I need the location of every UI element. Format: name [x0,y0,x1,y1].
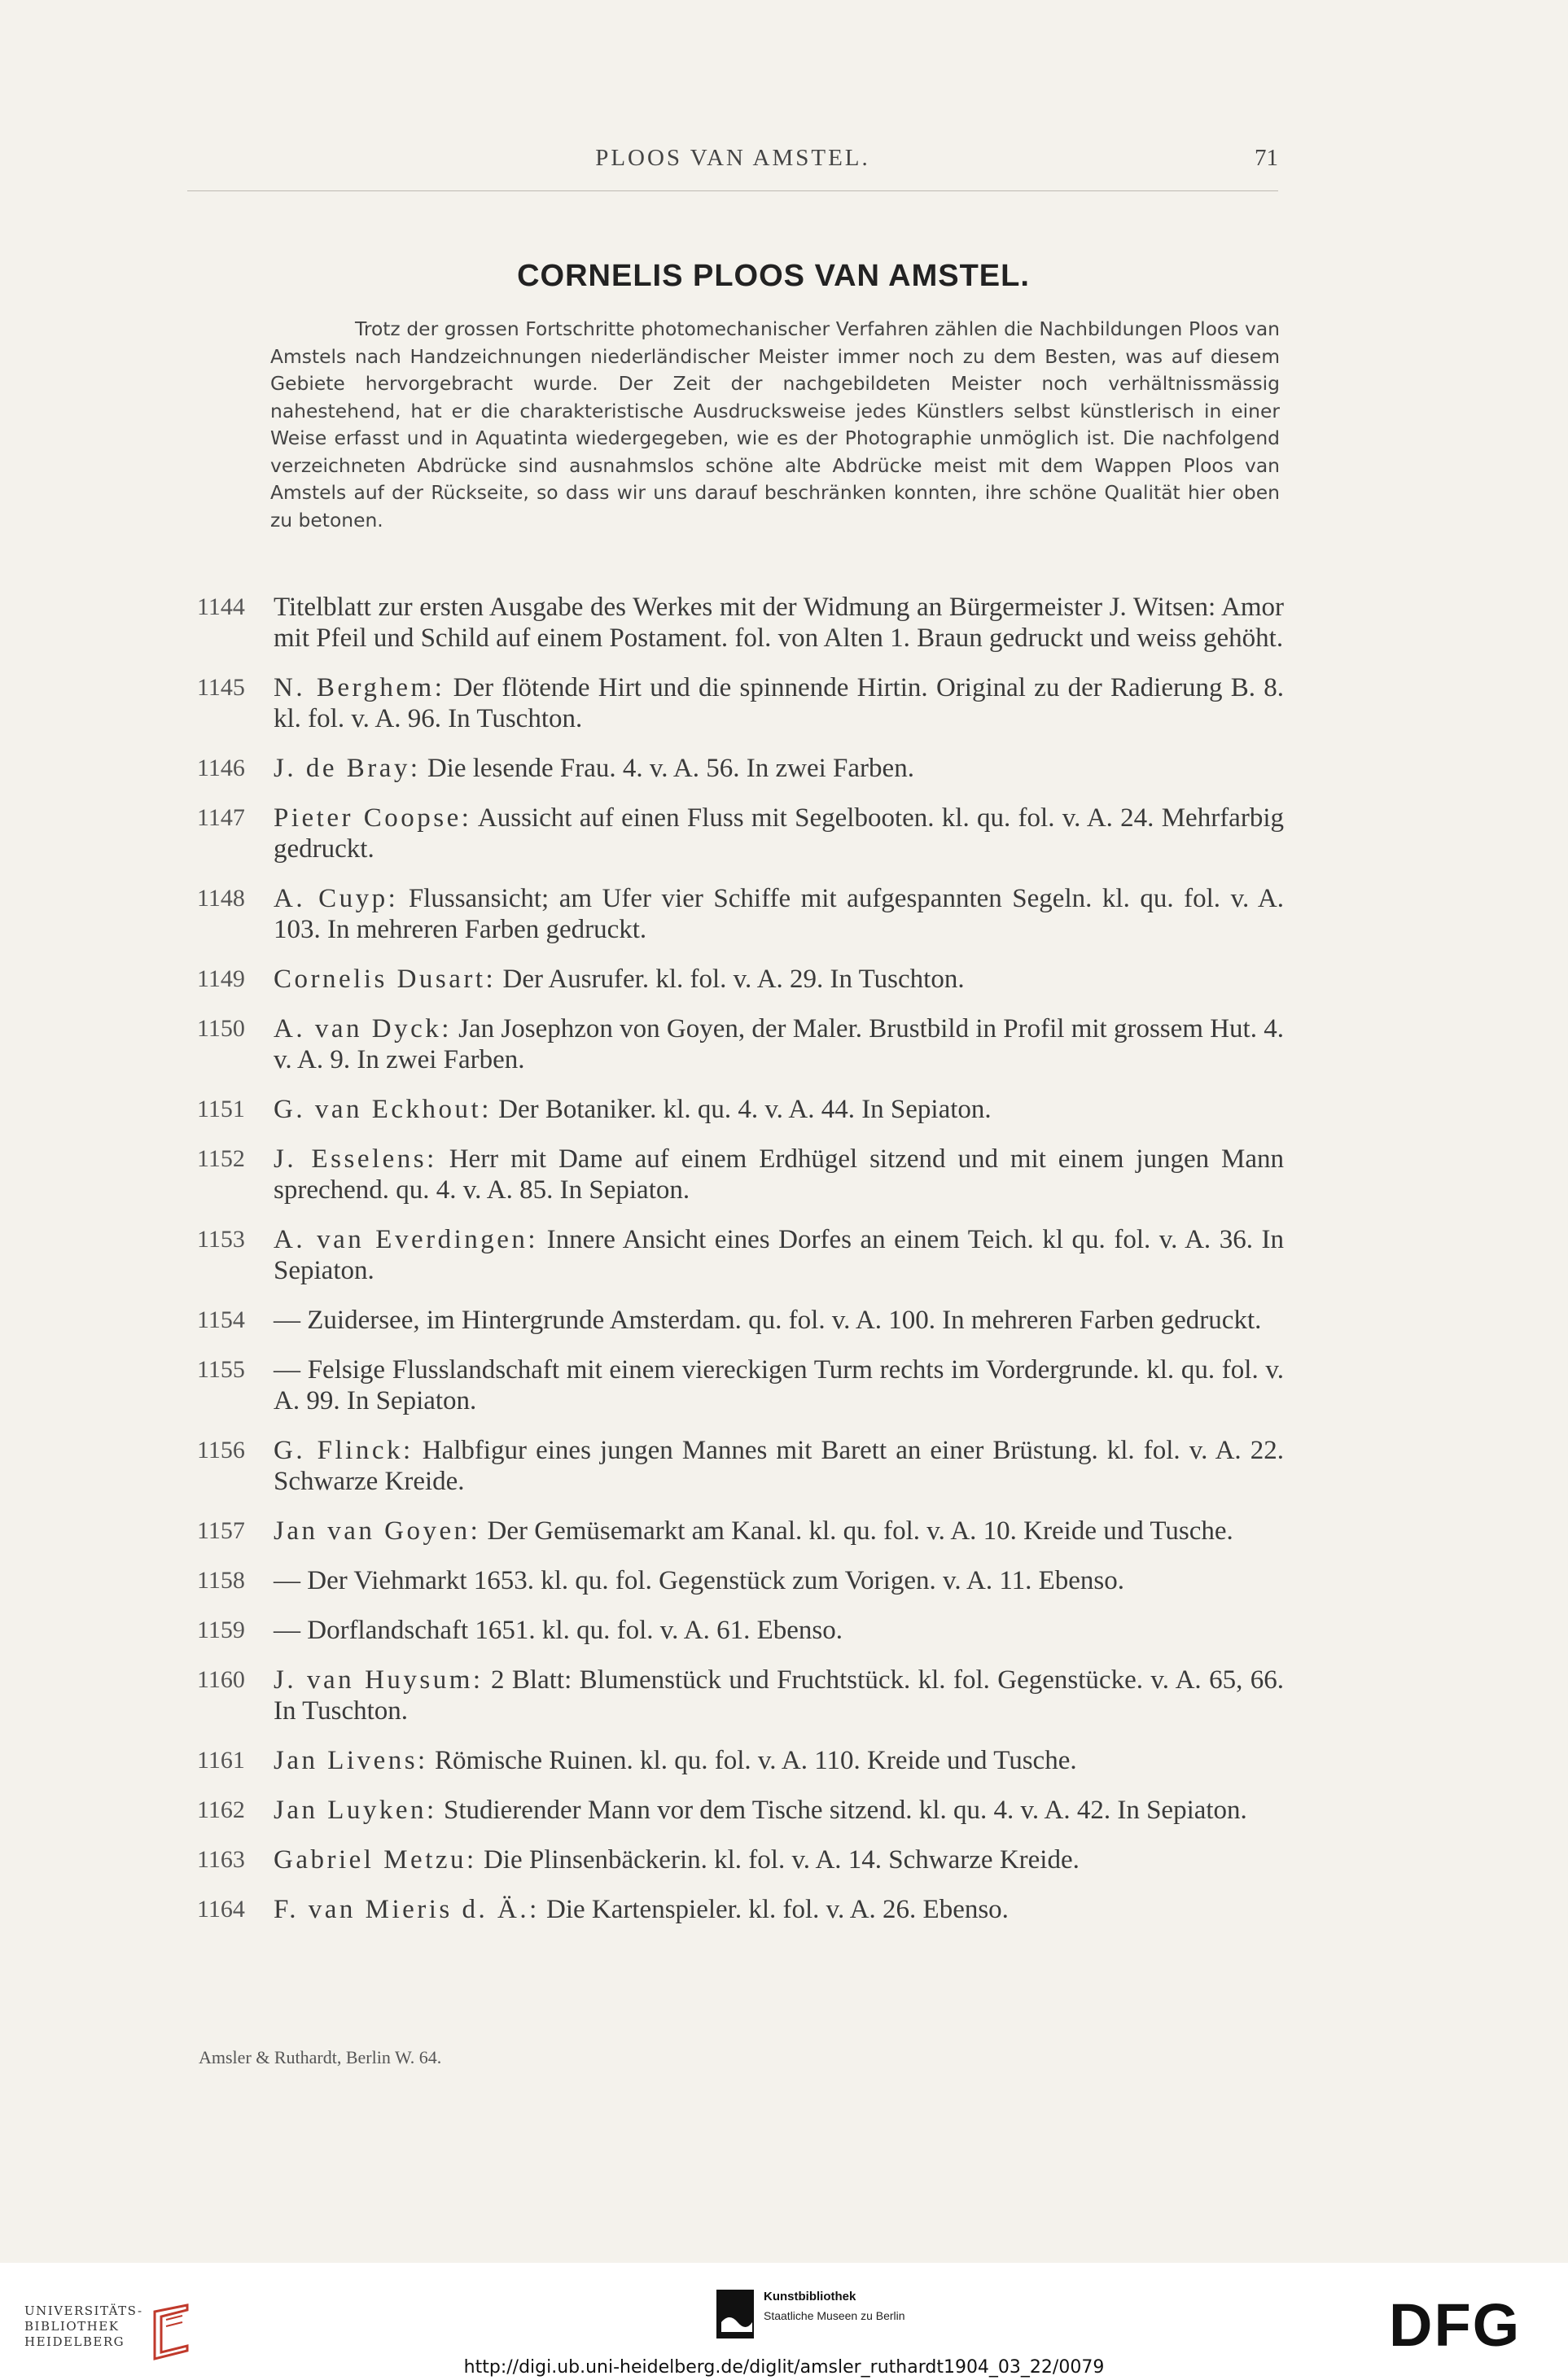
catalogue-entry [197,1354,1284,1416]
catalogue-entry [197,1665,1284,1726]
entry-text [274,753,1284,784]
entry-description: Der Gemüsemarkt am Kanal. kl. qu. fol. v. A. 10. Kreide und Tusche. [480,1516,1233,1546]
entry-description: Halbfigur eines jungen Mannes mit Barett an einer Brüstung. kl. fol. v. A. 22. Schwarze Kreide. [274,1436,1284,1496]
entry-number: 1162 [197,1796,245,1823]
entry-description: Römische Ruinen. kl. qu. fol. v. A. 110. Kreide und Tusche. [427,1746,1077,1775]
entry-description: — Dorflandschaft 1651. kl. qu. fol. v. A. 61. Ebenso. [274,1616,843,1645]
catalogue-entry [197,1795,1284,1826]
entry-artist: Cornelis Dusart: [274,965,497,994]
entry-text [274,1665,1284,1726]
entry-artist: A. van Everdingen: [274,1225,539,1254]
entry-number: 1148 [197,885,245,912]
entry-text [274,1795,1284,1826]
catalogue-entry [197,1516,1284,1547]
entry-artist: A. Cuyp: [274,884,399,913]
catalogue-entry [197,1565,1284,1596]
dfg-logo[interactable]: DFG [1389,2291,1522,2359]
catalogue-list [197,592,1284,1944]
entry-artist: J. de Bray: [274,754,421,783]
entry-artist: A. van Dyck: [274,1014,452,1043]
entry-text [274,1516,1284,1547]
kb-subtitle: Staatliche Museen zu Berlin [764,2309,905,2322]
entry-description: Innere Ansicht eines Dorfes an einem Teich. kl qu. fol. v. A. 36. In Sepiaton. [274,1225,1284,1285]
catalogue-entry [197,1144,1284,1205]
entry-number: 1144 [197,593,245,620]
entry-number: 1154 [197,1306,245,1333]
catalogue-entry [197,1745,1284,1776]
entry-number: 1155 [197,1356,245,1383]
entry-description: Flussansicht; am Ufer vier Schiffe mit aufgespannten Segeln. kl. qu. fol. v. A. 103. In mehreren Farben gedruckt. [274,884,1284,944]
entry-number: 1151 [197,1096,245,1122]
logo-line: HEIDELBERG [24,2334,125,2349]
entry-description: Der Ausrufer. kl. fol. v. A. 29. In Tuschton. [496,965,965,994]
entry-number: 1152 [197,1145,245,1172]
page-number: 71 [1255,145,1278,171]
page-title: CORNELIS PLOOS VAN AMSTEL. [517,259,1030,293]
entry-text [274,1745,1284,1776]
entry-description: Aussicht auf einen Fluss mit Segelbooten. kl. qu. fol. v. A. 24. Mehrfarbig gedruckt. [274,803,1284,864]
entry-number: 1153 [197,1226,245,1253]
kb-name: Kunstbibliothek [764,2290,856,2303]
entry-text [274,1224,1284,1286]
header-divider [187,190,1278,191]
entry-description: Studierender Mann vor dem Tische sitzend. kl. qu. 4. v. A. 42. In Sepiaton. [436,1796,1247,1825]
entry-number: 1160 [197,1666,245,1693]
kunstbibliothek-icon [716,2290,754,2338]
entry-number: 1147 [197,804,245,831]
entry-artist: N. Berghem: [274,673,445,702]
library-emblem-icon [138,2303,204,2360]
entry-text [274,1013,1284,1075]
catalogue-entry [197,1013,1284,1075]
entry-text [274,1615,1284,1646]
catalogue-entry [197,803,1284,864]
entry-text [274,1305,1284,1336]
entry-text [274,1354,1284,1416]
entry-text [274,592,1284,654]
entry-artist: Jan Luyken: [274,1796,437,1825]
entry-artist: G. Flinck: [274,1436,414,1465]
entry-number: 1161 [197,1747,245,1774]
entry-artist: Jan Livens: [274,1746,428,1775]
entry-number: 1146 [197,755,245,781]
permalink-url[interactable]: http://digi.ub.uni-heidelberg.de/diglit/amsler_ruthardt1904_03_22/0079 [463,2357,1105,2378]
entry-description: Herr mit Dame auf einem Erdhügel sitzend und mit einem jungen Mann sprechend. qu. 4. v. A. 85. In Sepiaton. [274,1144,1284,1205]
catalogue-entry [197,753,1284,784]
catalogue-entry [197,672,1284,734]
entry-description: Jan Josephzon von Goyen, der Maler. Brustbild in Profil mit grossem Hut. 4. v. A. 9. In zwei Farben. [274,1014,1284,1074]
entry-text [274,1844,1284,1875]
catalogue-entry [197,1224,1284,1286]
entry-text [274,1094,1284,1125]
entry-description: Die Plinsenbäckerin. kl. fol. v. A. 14. Schwarze Kreide. [476,1845,1080,1875]
entry-number: 1164 [197,1896,245,1923]
imprint: Amsler & Ruthardt, Berlin W. 64. [199,2047,442,2067]
entry-artist: Pieter Coopse: [274,803,472,833]
entry-text [274,964,1284,995]
logo-line: BIBLIOTHEK [24,2319,120,2334]
entry-artist: Gabriel Metzu: [274,1845,477,1875]
entry-artist: G. van Eckhout: [274,1095,492,1124]
catalogue-entry [197,1844,1284,1875]
entry-text [274,672,1284,734]
catalogue-entry [197,592,1284,654]
catalogue-entry [197,1305,1284,1336]
entry-description: — Der Viehmarkt 1653. kl. qu. fol. Gegenstück zum Vorigen. v. A. 11. Ebenso. [274,1566,1125,1595]
running-title: PLOOS VAN AMSTEL. [595,145,870,171]
viewer-footer [0,2263,1568,2380]
entry-description: 2 Blatt: Blumenstück und Fruchtstück. kl. fol. Gegenstücke. v. A. 65, 66. In Tuschton. [274,1665,1284,1726]
entry-number: 1156 [197,1437,245,1463]
catalogue-entry [197,1435,1284,1497]
entry-number: 1150 [197,1015,245,1042]
catalogue-entry [197,1615,1284,1646]
entry-text [274,1565,1284,1596]
kunstbibliothek-logo[interactable] [716,2282,985,2347]
entry-description: Titelblatt zur ersten Ausgabe des Werkes mit der Widmung an Bürgermeister J. Witsen: Amor mit Pfeil und Schild auf einem Postament. fol. von Alten 1. Braun gedruckt und weiss gehöht. [274,593,1284,653]
intro-paragraph: Trotz der grossen Fortschritte photomechanischer Verfahren zählen die Nachbildungen Ploos van Amstels nach Handzeichnungen niederländischer Meister immer noch zu dem Besten, was auf diesem Gebiete hervorgebracht wurde. Der Zeit der nachgebildeten Meister noch verhältnissmässig nahestehend, hat er die charakteristische Ausdrucksweise jedes Künstlers selbst künstlerisch in einer Weise erfasst und in Aquatinta wiedergegeben, wie es der Photographie unmöglich ist. Die nachfolgend verzeichneten Abdrücke sind ausnahmslos schöne alte Abdrücke meist mit dem Wappen Ploos van Amstels auf der Rückseite, so dass wir uns darauf beschränken konnten, ihre schöne Qualität hier oben zu betonen. [270,317,1280,532]
entry-artist: J. van Huysum: [274,1665,484,1695]
catalogue-entry [197,964,1284,995]
entry-text [274,1435,1284,1497]
catalogue-entry [197,883,1284,945]
catalogue-entry [197,1094,1284,1125]
catalogue-entry [197,1894,1284,1925]
entry-text [274,1894,1284,1925]
entry-number: 1163 [197,1846,245,1873]
entry-description: Die lesende Frau. 4. v. A. 56. In zwei Farben. [420,754,914,783]
entry-text [274,1144,1284,1205]
entry-number: 1145 [197,674,245,701]
entry-text [274,883,1284,945]
entry-number: 1158 [197,1567,245,1594]
entry-number: 1149 [197,965,245,992]
page-header [187,145,1278,186]
entry-number: 1159 [197,1617,245,1643]
entry-description: Der flötende Hirt und die spinnende Hirtin. Original zu der Radierung B. 8. kl. fol. v. A. 96. In Tuschton. [274,673,1285,733]
entry-description: — Zuidersee, im Hintergrunde Amsterdam. qu. fol. v. A. 100. In mehreren Farben gedruckt. [274,1306,1262,1335]
entry-artist: J. Esselens: [274,1144,437,1174]
entry-artist: F. van Mieris d. Ä.: [274,1895,540,1924]
entry-artist: Jan van Goyen: [274,1516,481,1546]
entry-description: Die Kartenspieler. kl. fol. v. A. 26. Ebenso. [539,1895,1009,1924]
entry-number: 1157 [197,1517,245,1544]
logo-line: UNIVERSITÄTS- [24,2303,143,2318]
entry-description: Der Botaniker. kl. qu. 4. v. A. 44. In Sepiaton. [491,1095,992,1124]
entry-text [274,803,1284,864]
entry-description: — Felsige Flusslandschaft mit einem viereckigen Turm rechts im Vordergrunde. kl. qu. fol. v. A. 99. In Sepiaton. [274,1355,1284,1415]
